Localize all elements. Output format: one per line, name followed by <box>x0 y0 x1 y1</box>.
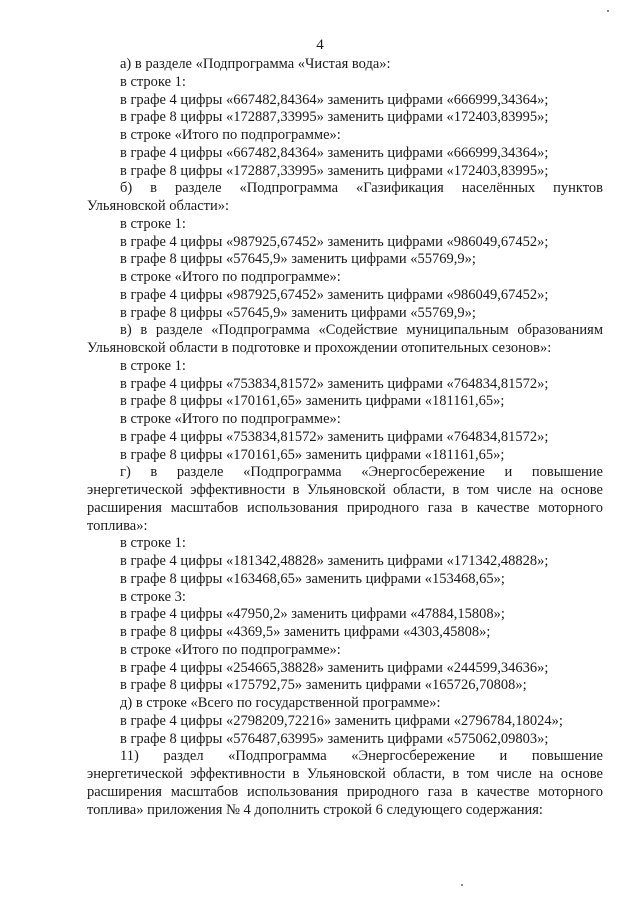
text-line: в строке 1: <box>120 357 186 374</box>
text-line: в графе 4 цифры «753834,81572» заменить цифрами «764834,81572»; <box>120 428 549 445</box>
text-line: в графе 8 цифры «4369,5» заменить цифрами «4303,45808»; <box>120 624 491 640</box>
text-line: в строке «Итого по подпрограмме»: <box>120 411 341 427</box>
text-line: в графе 4 цифры «667482,84364» заменить цифрами «666999,34364»; <box>120 91 549 108</box>
text-line: в графе 8 цифры «576487,63995» заменить цифрами «575062,09803»; <box>120 730 549 747</box>
text-line: в графе 8 цифры «175792,75» заменить цифрами «165726,70808»; <box>120 677 527 694</box>
section-b-heading: б) в разделе «Подпрограмма «Газификация населённых пунктов <box>120 180 603 197</box>
text-line: топлива» приложения № 4 дополнить строкой 6 следующего содержания: <box>87 801 543 818</box>
text-line: в графе 8 цифры «57645,9» заменить цифрами «55769,9»; <box>120 251 476 268</box>
text-line: в графе 4 цифры «753834,81572» заменить цифрами «764834,81572»; <box>120 375 549 392</box>
text-line: в строке 1: <box>120 215 186 232</box>
text-line: в строке 3: <box>120 588 186 605</box>
text-line: в графе 4 цифры «2798209,72216» заменить цифрами «2796784,18024»; <box>120 712 563 729</box>
text-line: в графе 4 цифры «47950,2» заменить цифрами «47884,15808»; <box>120 606 505 623</box>
text-line: расширения масштабов использования природного газа в качестве моторного <box>87 783 603 800</box>
page-number: 4 <box>316 37 324 53</box>
scan-mark <box>461 884 463 886</box>
text-line: в графе 8 цифры «170161,65» заменить цифрами «181161,65»; <box>120 446 505 463</box>
section-d-heading: д) в строке «Всего по государственной программе»: <box>120 695 441 711</box>
section-v-heading: в) в разделе «Подпрограмма «Содействие муниципальным образованиям <box>120 322 603 339</box>
text-line: в строке «Итого по подпрограмме»: <box>120 641 341 658</box>
text-line: расширения масштабов использования природного газа в качестве моторного <box>87 499 603 516</box>
text-line: в графе 4 цифры «181342,48828» заменить цифрами «171342,48828»; <box>120 553 549 569</box>
text-line: энергетической эффективности в Ульяновской области, в том числе на основе <box>87 482 603 498</box>
text-line: в строке 1: <box>120 73 186 90</box>
text-line: в строке «Итого по подпрограмме»: <box>120 127 341 143</box>
text-line: в графе 8 цифры «57645,9» заменить цифрами «55769,9»; <box>120 304 476 321</box>
text-line: в графе 8 цифры «170161,65» заменить цифрами «181161,65»; <box>120 393 505 410</box>
text-line: в графе 4 цифры «667482,84364» заменить цифрами «666999,34364»; <box>120 144 549 161</box>
item-11-heading: 11) раздел «Подпрограмма «Энергосбережение и повышение <box>120 748 603 765</box>
text-line: в графе 4 цифры «987925,67452» заменить цифрами «986049,67452»; <box>120 233 549 250</box>
text-line: в графе 8 цифры «163468,65» заменить цифрами «153468,65»; <box>120 570 505 587</box>
text-line: топлива»: <box>87 517 148 534</box>
text-line: Ульяновской области в подготовке и прохождении отопительных сезонов»: <box>87 340 552 356</box>
text-line: энергетической эффективности в Ульяновской области, в том числе на основе <box>87 766 603 782</box>
text-line: в графе 4 цифры «254665,38828» заменить цифрами «244599,34636»; <box>120 659 549 676</box>
text-line: в графе 8 цифры «172887,33995» заменить цифрами «172403,83995»; <box>120 162 549 179</box>
text-line: в графе 8 цифры «172887,33995» заменить цифрами «172403,83995»; <box>120 109 549 126</box>
text-line: Ульяновской области»: <box>87 198 230 214</box>
section-a-heading: а) в разделе «Подпрограмма «Чистая вода»: <box>120 56 391 72</box>
text-line: в графе 4 цифры «987925,67452» заменить цифрами «986049,67452»; <box>120 286 549 303</box>
text-line: в строке 1: <box>120 535 186 552</box>
document-body <box>87 56 603 819</box>
text-line: в строке «Итого по подпрограмме»: <box>120 269 341 285</box>
section-g-heading: г) в разделе «Подпрограмма «Энергосбережение и повышение <box>120 464 603 481</box>
scan-mark <box>607 10 609 12</box>
